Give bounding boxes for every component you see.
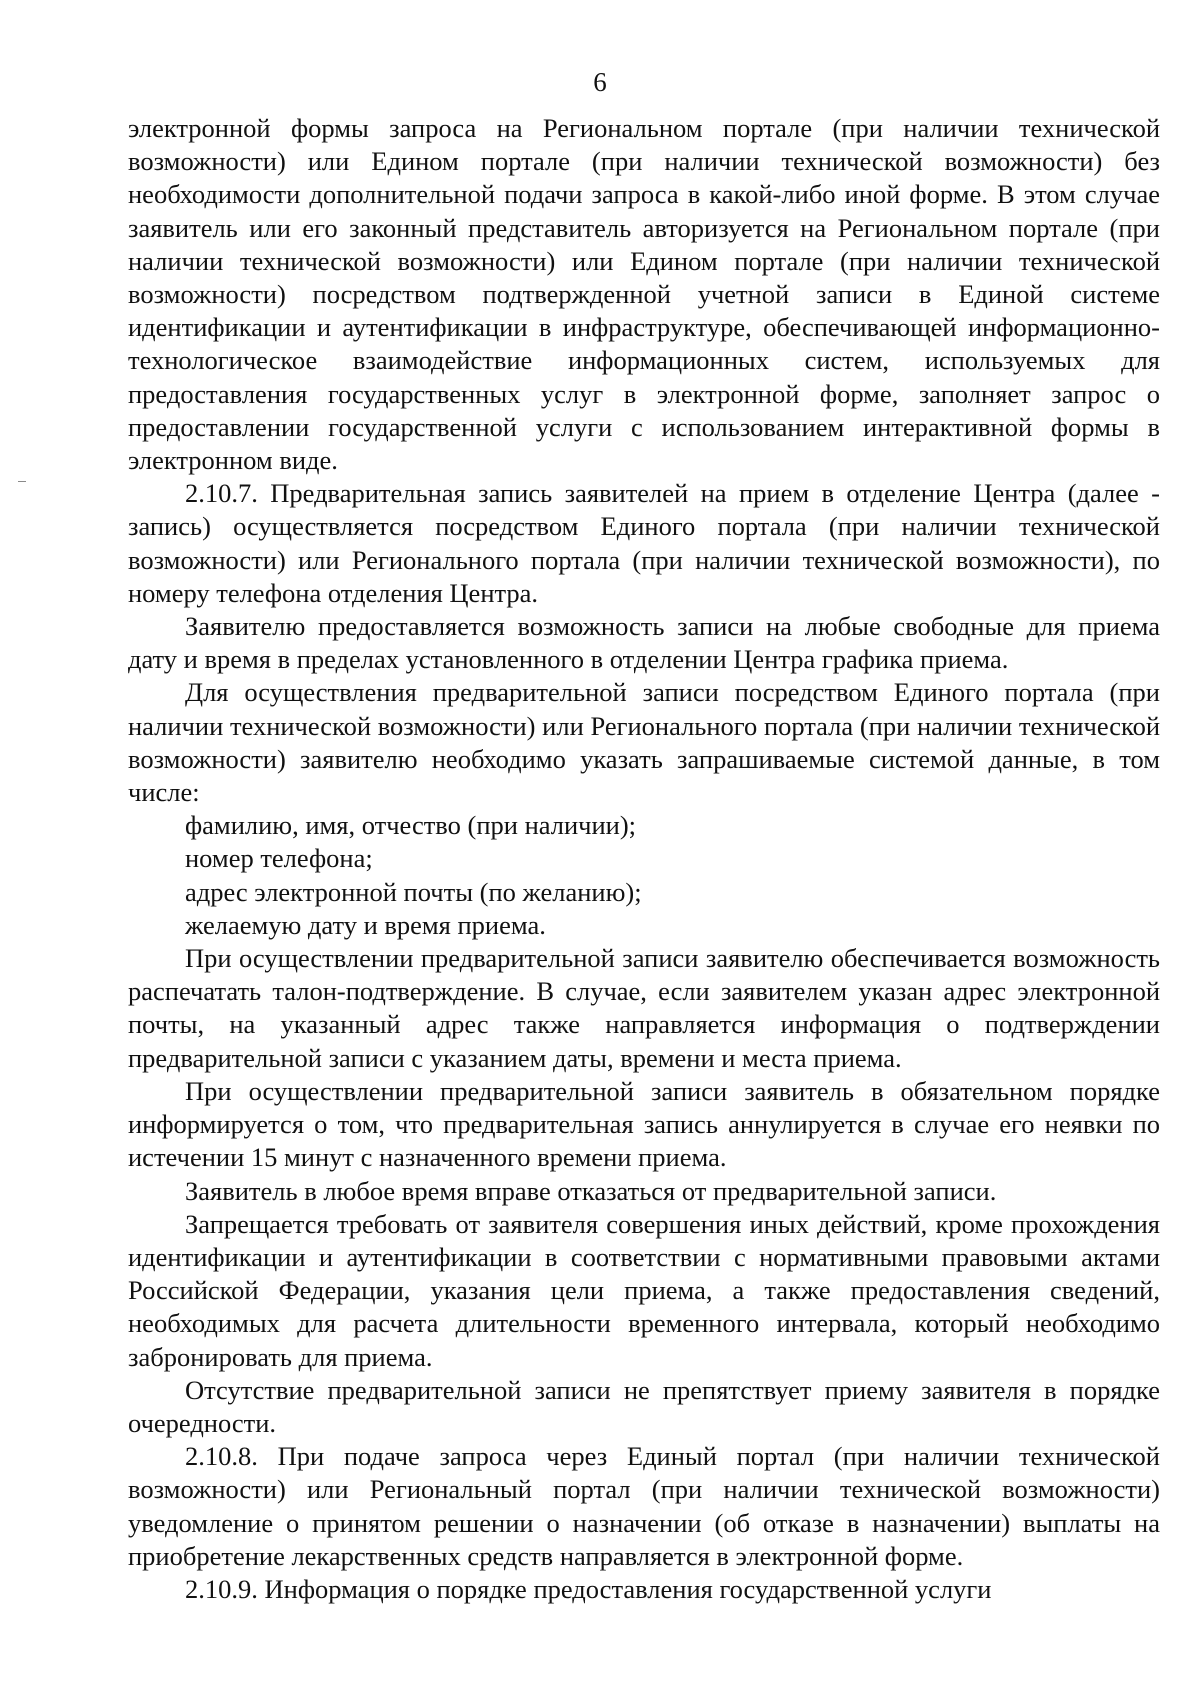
- page-number: 6: [593, 67, 607, 97]
- document-body: [128, 112, 1160, 1606]
- paragraph-queue-order: Отсутствие предварительной записи не препятствует приему заявителя в порядке очередности.: [128, 1374, 1160, 1438]
- paragraph-required-data: Для осуществления предварительной записи посредством Единого портала (при наличии технической возможности) или Регионального портала (при наличии технической возможности) заявителю необходимо указать запрашиваемые системой данные, в том числе:: [128, 677, 1160, 808]
- list-item-email: адрес электронной почты (по желанию);: [185, 876, 642, 907]
- paragraph-2-10-9: 2.10.9. Информация о порядке предоставления государственной услуги: [185, 1573, 992, 1604]
- margin-scan-mark: [18, 481, 26, 482]
- paragraph-cancellation-rule: При осуществлении предварительной записи заявитель в обязательном порядке информируется о том, что предварительная запись аннулируется в случае его неявки по истечении 15 минут с назначенного времени приема.: [128, 1075, 1160, 1173]
- list-item-full-name: фамилию, имя, отчество (при наличии);: [185, 810, 637, 841]
- paragraph-2-10-7: 2.10.7. Предварительная запись заявителей на прием в отделение Центра (далее - запись) осуществляется посредством Единого портала (при наличии технической возможности) или Регионального портала (при наличии технической возможности), по номеру телефона отделения Центра.: [128, 478, 1160, 608]
- paragraph-continuation: электронной формы запроса на Региональном портале (при наличии технической возможности) или Едином портале (при наличии технической возможности) без необходимости дополнительной подачи запроса в какой-либо иной форме. В этом случае заявитель или его законный представитель авторизуется на Региональном портале (при наличии технической возможности) или Едином портале (при наличии технической возможности) посредством подтвержденной учетной записи в Единой системе идентификации и аутентификации в инфраструктуре, обеспечивающей информационно-технологическое взаимодействие информационных систем, используемых для предоставления государственных услуг в электронной форме, заполняет запрос о предоставлении государственной услуги с использованием интерактивной формы в электронном виде.: [128, 113, 1160, 476]
- paragraph-prohibitions: Запрещается требовать от заявителя совершения иных действий, кроме прохождения идентификации и аутентификации в соответствии с нормативными правовыми актами Российской Федерации, указания цели приема, а также предоставления сведений, необходимых для расчета длительности временного интервала, который необходимо забронировать для приема.: [128, 1208, 1160, 1372]
- paragraph-booking-options: Заявителю предоставляется возможность записи на любые свободные для приема дату и время в пределах установленного в отделении Центра графика приема.: [128, 611, 1160, 675]
- list-item-date-time: желаемую дату и время приема.: [185, 909, 546, 940]
- list-item-phone: номер телефона;: [185, 843, 373, 874]
- paragraph-confirmation-ticket: При осуществлении предварительной записи заявителю обеспечивается возможность распечатать талон-подтверждение. В случае, если заявителем указан адрес электронной почты, на указанный адрес также направляется информация о подтверждении предварительной записи с указанием даты, времени и места приема.: [128, 943, 1160, 1073]
- paragraph-right-to-cancel: Заявитель в любое время вправе отказаться от предварительной записи.: [185, 1175, 997, 1206]
- paragraph-2-10-8: 2.10.8. При подаче запроса через Единый портал (при наличии технической возможности) или Региональный портал (при наличии технической возможности) уведомление о принятом решении о назначении (об отказе в назначении) выплаты на приобретение лекарственных средств направляется в электронной форме.: [128, 1441, 1160, 1571]
